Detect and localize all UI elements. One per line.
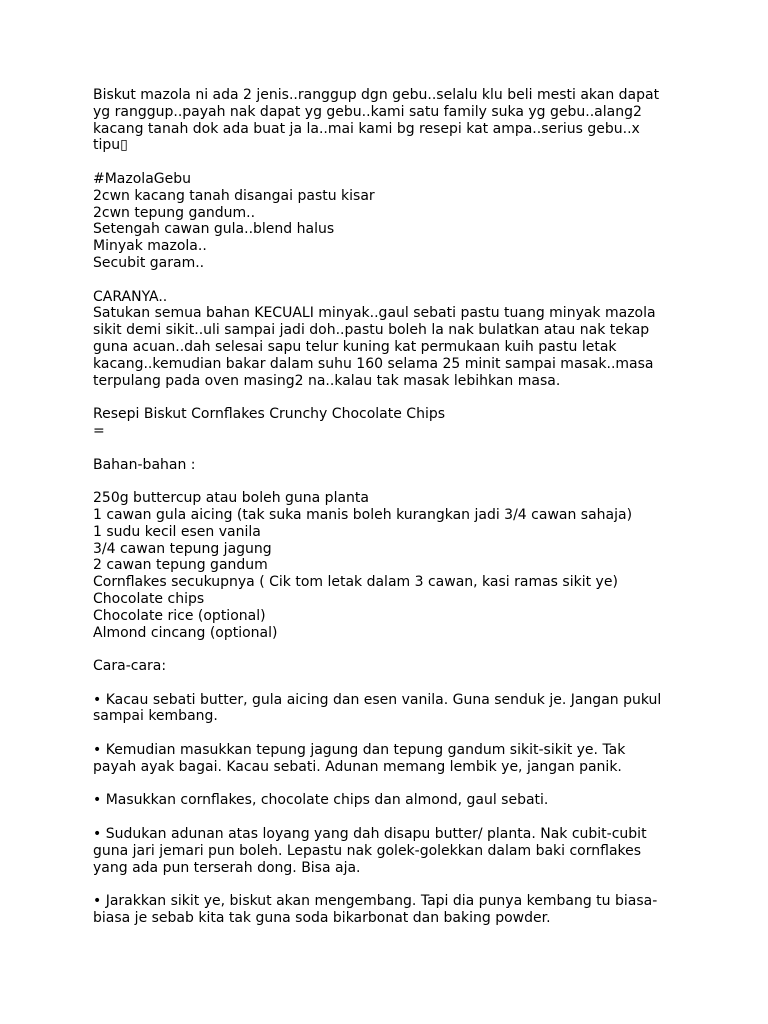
ingredient-line: Setengah cawan gula..blend halus	[93, 221, 335, 238]
step-item	[93, 893, 693, 927]
ingredient-line: Secubit garam..	[93, 254, 205, 271]
bahan-heading: Bahan-bahan :	[93, 456, 196, 473]
cara-heading: Cara-cara:	[93, 658, 167, 675]
ingredient-line: 250g buttercup atau boleh guna planta	[93, 490, 369, 507]
blank-line	[93, 641, 693, 658]
blank-line	[93, 809, 693, 826]
step-line: sampai kembang.	[93, 708, 218, 725]
blank-line	[93, 473, 693, 490]
text-line: terpulang pada oven masing2 na..kalau tak masak lebihkan masa.	[93, 372, 561, 389]
text-line: guna acuan..dah selesai sapu telur kuning kat permukaan kuih pastu letak	[93, 338, 617, 355]
ingredient-line: 2cwn tepung gandum..	[93, 204, 256, 221]
blank-line	[93, 876, 693, 893]
mazola-ingredients	[93, 171, 693, 272]
intro-paragraph	[93, 87, 693, 154]
text-line: sikit demi sikit..uli sampai jadi doh..pastu boleh la nak bulatkan atau nak tekap	[93, 322, 650, 339]
text-line: kacang..kemudian bakar dalam suhu 160 selama 25 minit sampai masak..masa	[93, 355, 654, 372]
bahan-list	[93, 490, 693, 641]
ingredient-line: 3/4 cawan tepung jagung	[93, 540, 272, 557]
text-line: tipu▯	[93, 137, 128, 154]
mazola-method	[93, 289, 693, 390]
ingredient-line: 1 cawan gula aicing (tak suka manis boleh kurangkan jadi 3/4 cawan sahaja)	[93, 506, 633, 523]
method-heading: CARANYA..	[93, 288, 168, 305]
step-line: yang ada pun terserah dong. Bisa aja.	[93, 859, 361, 876]
blank-line	[93, 675, 693, 692]
blank-line	[93, 440, 693, 457]
step-line: biasa je sebab kita tak guna soda bikarbonat dan baking powder.	[93, 910, 551, 927]
step-item	[93, 792, 693, 809]
ingredient-line: Almond cincang (optional)	[93, 624, 278, 641]
step-line: guna jari jemari pun boleh. Lepastu nak golek-golekkan dalam baki cornflakes	[93, 842, 642, 859]
ingredient-line: 2cwn kacang tanah disangai pastu kisar	[93, 187, 375, 204]
ingredient-line: Cornflakes secukupnya ( Cik tom letak dalam 3 cawan, kasi ramas sikit ye)	[93, 574, 618, 591]
cornflakes-title-block	[93, 406, 693, 440]
ingredient-line: Chocolate chips	[93, 590, 205, 607]
step-item	[93, 826, 693, 876]
ingredient-line: 2 cawan tepung gandum	[93, 557, 268, 574]
step-line: • Masukkan cornflakes, chocolate chips dan almond, gaul sebati.	[93, 792, 549, 809]
recipe-title: Resepi Biskut Cornflakes Crunchy Chocolate Chips	[93, 406, 446, 423]
step-line: • Sudukan adunan atas loyang yang dah disapu butter/ planta. Nak cubit-cubit	[93, 826, 647, 843]
text-line: yg ranggup..payah nak dapat yg gebu..kami satu family suka yg gebu..alang2	[93, 103, 642, 120]
hashtag-heading: #MazolaGebu	[93, 170, 191, 187]
text-line: Satukan semua bahan KECUALI minyak..gaul sebati pastu tuang minyak mazola	[93, 305, 656, 322]
ingredient-line: 1 sudu kecil esen vanila	[93, 523, 261, 540]
ingredient-line: Chocolate rice (optional)	[93, 607, 266, 624]
cara-heading-block	[93, 658, 693, 675]
step-line: • Jarakkan sikit ye, biskut akan mengembang. Tapi dia punya kembang tu biasa-	[93, 893, 658, 910]
step-item	[93, 742, 693, 776]
title-separator: =	[93, 422, 105, 439]
blank-line	[93, 776, 693, 793]
bahan-heading-block	[93, 457, 693, 474]
step-line: payah ayak bagai. Kacau sebati. Adunan memang lembik ye, jangan panik.	[93, 758, 622, 775]
ingredient-line: Minyak mazola..	[93, 238, 207, 255]
text-line: kacang tanah dok ada buat ja la..mai kami bg resepi kat ampa..serius gebu..x	[93, 120, 640, 137]
blank-line	[93, 725, 693, 742]
text-line: Biskut mazola ni ada 2 jenis..ranggup dgn gebu..selalu klu beli mesti akan dapat	[93, 87, 660, 103]
step-line: • Kemudian masukkan tepung jagung dan tepung gandum sikit-sikit ye. Tak	[93, 742, 626, 759]
blank-line	[93, 272, 693, 289]
step-line: • Kacau sebati butter, gula aicing dan esen vanila. Guna senduk je. Jangan pukul	[93, 691, 662, 708]
step-item	[93, 692, 693, 726]
blank-line	[93, 154, 693, 171]
blank-line	[93, 389, 693, 406]
document-page	[93, 87, 693, 927]
